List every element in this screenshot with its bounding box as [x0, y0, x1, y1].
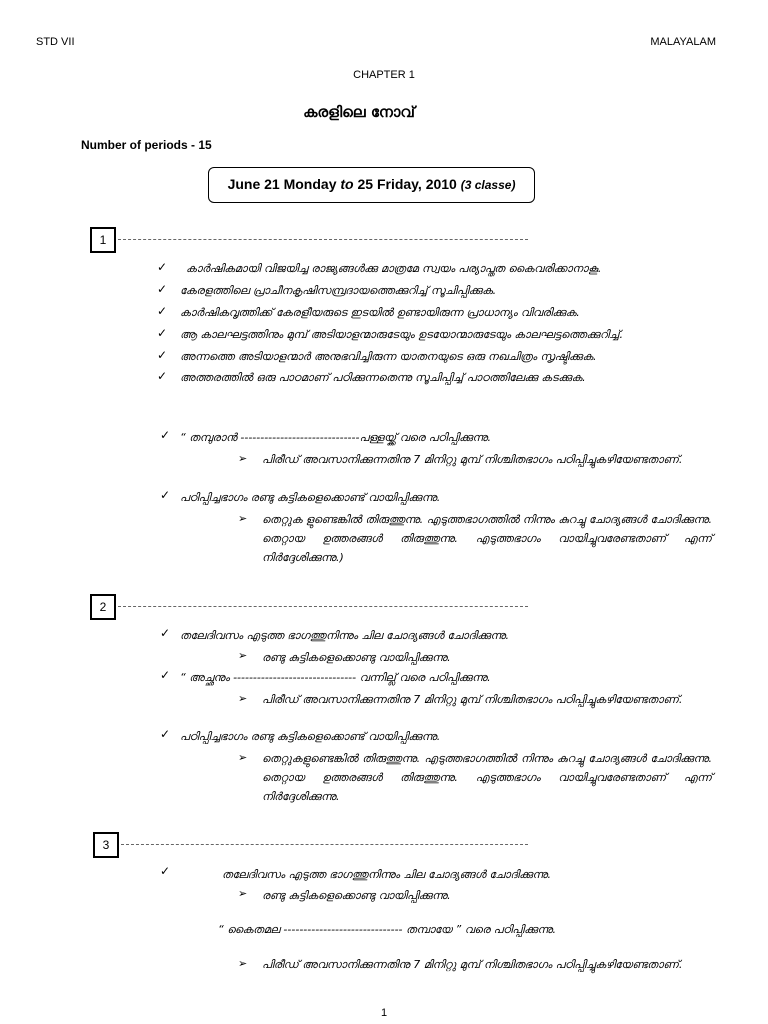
two-students-read-3: രണ്ടു കുട്ടികളെക്കൊണ്ടു വായിപ്പിക്കുന്നു.	[262, 889, 451, 902]
revision-questions-2: തലേദിവസം എടുത്ത ഭാഗത്തുനിന്നും ചില ചോദ്യങ്ങൾ ചോദിക്കുന്നു.	[180, 629, 509, 642]
arrow-bullet-icon: ➢	[238, 751, 248, 764]
correction-note-1: തെറ്റുക ളുണ്ടെങ്കിൽ തിരുത്തുന്നു. എടുത്തഭാഗത്തിൽ നിന്നും കുറച്ചു ചോദ്യങ്ങൾ ചോദിക്കുന്നു. തെറ്റായ ഉത്തരങ്ങൾ തിരുത്തുന്നു. എടുത്തഭാഗം വായിച്ചുവരേണ്ടതാണ് എന്ന് നിർദ്ദേശിക്കുന്നു.)	[262, 513, 712, 564]
check-icon: ✓	[160, 428, 171, 442]
correction-note-2: തെറ്റുകളുണ്ടെങ്കിൽ തിരുത്തുന്നു. എടുത്തഭാഗത്തിൽ നിന്നും കുറച്ചു ചോദ്യങ്ങൾ ചോദിക്കുന്നു. തെറ്റായ ഉത്തരങ്ങൾ തിരുത്തുന്നു. എടുത്തഭാഗം വായിച്ചുവരേണ്ടതാണ് എന്ന് നിർദ്ദേശിക്കുന്നു.	[262, 752, 712, 803]
arrow-bullet-icon: ➢	[238, 649, 248, 662]
objective-4: ആ കാലഘട്ടത്തിനും മുമ്പ് അടിയാളന്മാരുടേയും ഉടയോന്മാരുടേയും കാലഘട്ടത്തെക്കുറിച്ച്.	[180, 328, 623, 341]
subject-label: MALAYALAM	[650, 36, 716, 48]
section-2-divider	[118, 606, 528, 607]
read-aloud-1: പഠിപ്പിച്ചഭാഗം രണ്ടു കുട്ടികളെക്കൊണ്ട് വായിപ്പിക്കുന്നു.	[180, 491, 441, 504]
section-1-number: 1	[90, 227, 116, 253]
date-start: June 21 Monday	[227, 176, 341, 192]
check-icon: ✓	[157, 282, 168, 296]
revision-questions-3: തലേദിവസം എടുത്ത ഭാഗത്തുനിന്നും ചില ചോദ്യങ്ങൾ ചോദിക്കുന്നു.	[222, 868, 551, 881]
date-to: to	[340, 176, 354, 192]
objective-2: കേരളത്തിലെ പ്രാചീനകൃഷിസമ്പ്രദായത്തെക്കുറിച്ച് സൂചിപ്പിക്കുക.	[180, 284, 497, 297]
check-icon: ✓	[157, 369, 168, 383]
two-students-read-2: രണ്ടു കുട്ടികളെക്കൊണ്ടു വായിപ്പിക്കുന്നു.	[262, 651, 451, 664]
check-icon: ✓	[157, 348, 168, 362]
lesson-title: കരളിലെ നോവ്	[303, 103, 415, 121]
section-3-divider	[121, 844, 528, 845]
check-icon: ✓	[160, 727, 171, 741]
arrow-bullet-icon: ➢	[238, 957, 248, 970]
class-label: STD VII	[36, 36, 75, 48]
section-2-number: 2	[90, 594, 116, 620]
check-icon: ✓	[160, 488, 171, 502]
check-icon: ✓	[160, 668, 171, 682]
check-icon: ✓	[160, 864, 171, 878]
period-note-2: പിരീഡ് അവസാനിക്കുന്നതിനു 7 മിനിറ്റു മുമ്പ് നിശ്ചിതഭാഗം പഠിപ്പിച്ചുകഴിയേണ്ടതാണ്.	[262, 693, 683, 706]
reading-portion-3: “ കൈതമല ------------------------------ തമ്പായേ ” വരെ പഠിപ്പിക്കുന്നു.	[218, 923, 556, 936]
arrow-bullet-icon: ➢	[238, 512, 248, 525]
date-box	[208, 167, 535, 203]
chapter-label: CHAPTER 1	[353, 69, 415, 81]
objective-3: കാർഷികവൃത്തിക്ക് കേരളീയരുടെ ഇടയിൽ ഉണ്ടായിരുന്ന പ്രാധാന്യം വിവരിക്കുക.	[180, 306, 580, 319]
check-icon: ✓	[160, 626, 171, 640]
period-note-1: പിരീഡ് അവസാനിക്കുന്നതിനു 7 മിനിറ്റു മുമ്പ് നിശ്ചിതഭാഗം പഠിപ്പിച്ചുകഴിയേണ്ടതാണ്.	[262, 453, 683, 466]
date-note: (3 classe)	[460, 178, 516, 192]
objective-1: കാർഷികമായി വിജയിച്ച രാജ്യങ്ങൾക്കു മാത്രമേ സ്വയം പര്യാപ്തത കൈവരിക്കാനാകൂ.	[186, 262, 602, 275]
arrow-bullet-icon: ➢	[238, 452, 248, 465]
check-icon: ✓	[157, 304, 168, 318]
date-end: 25 Friday, 2010	[353, 176, 461, 192]
reading-portion-2: “ അച്ഛനും ------------------------------- വന്നില്ല് വരെ പഠിപ്പിക്കുന്നു.	[180, 671, 491, 684]
objective-6: അത്തരത്തിൽ ഒരു പാഠമാണ് പഠിക്കുന്നതെന്നു സൂചിപ്പിച്ച് പാഠത്തിലേക്കു കടക്കുക.	[180, 371, 586, 384]
check-icon: ✓	[157, 260, 168, 274]
period-note-3: പിരീഡ് അവസാനിക്കുന്നതിനു 7 മിനിറ്റു മുമ്പ് നിശ്ചിതഭാഗം പഠിപ്പിച്ചുകഴിയേണ്ടതാണ്.	[262, 958, 683, 971]
section-3-number: 3	[93, 832, 119, 858]
section-1-divider	[118, 239, 528, 240]
read-aloud-2: പഠിപ്പിച്ചഭാഗം രണ്ടു കുട്ടികളെക്കൊണ്ട് വായിപ്പിക്കുന്നു.	[180, 730, 441, 743]
arrow-bullet-icon: ➢	[238, 887, 248, 900]
periods-count: Number of periods - 15	[81, 138, 212, 152]
reading-portion-1: “ തമ്പുരാൻ ------------------------------പള്ളയ്ക്ക് വരെ പഠിപ്പിക്കുന്നു.	[180, 431, 491, 444]
check-icon: ✓	[157, 326, 168, 340]
objective-5: അന്നത്തെ അടിയാളന്മാർ അനുഭവിച്ചിരുന്ന യാതനയുടെ ഒരു നഖചിത്രം സൃഷ്ടിക്കുക.	[180, 350, 597, 363]
page-number: 1	[380, 1007, 388, 1019]
arrow-bullet-icon: ➢	[238, 692, 248, 705]
